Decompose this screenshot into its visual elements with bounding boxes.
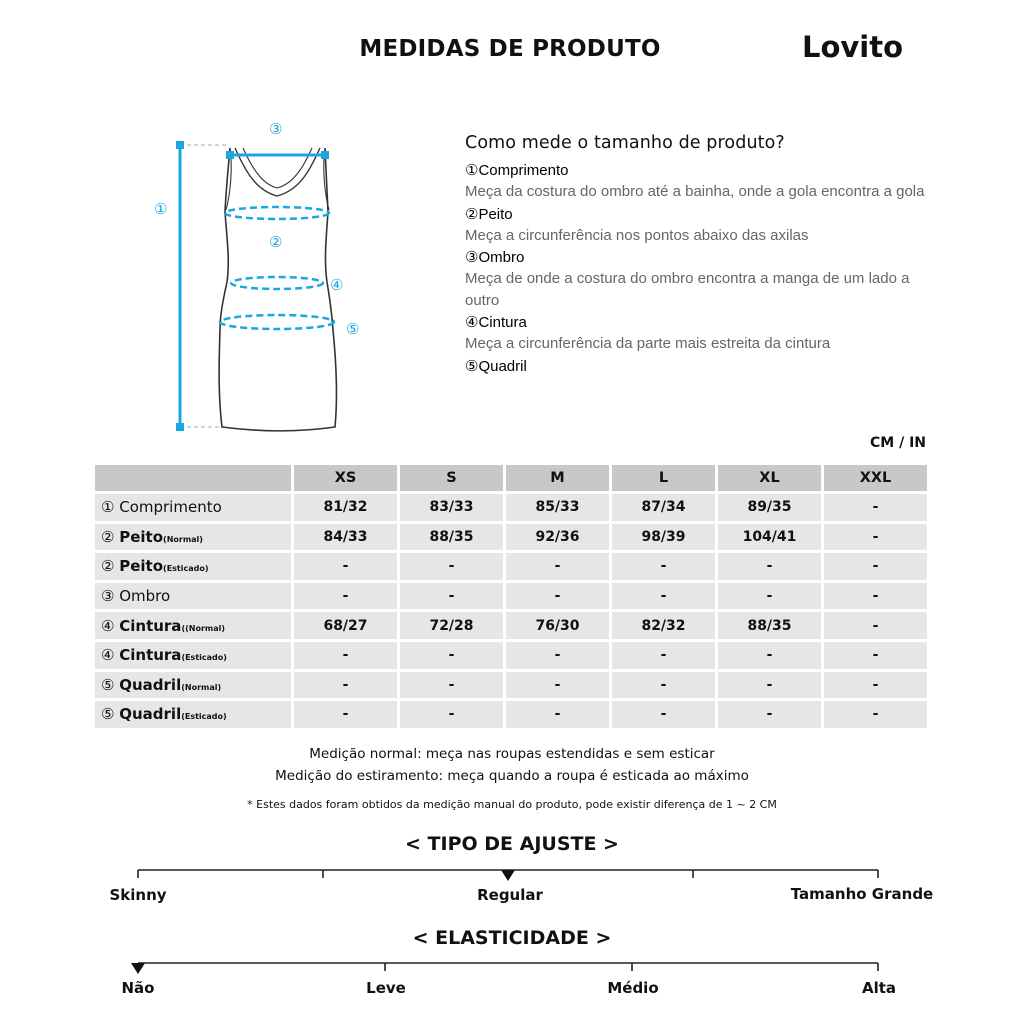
table-cell: - (824, 553, 927, 580)
row-number: ③ (101, 587, 115, 606)
elasticity-label-alta: Alta (861, 979, 897, 997)
row-measure: Peito (119, 557, 164, 576)
table-cell: - (294, 672, 397, 699)
row-measure: Peito (119, 527, 164, 546)
elasticity-selected-marker (131, 963, 145, 974)
table-cell: 92/36 (506, 524, 609, 551)
row-label (95, 583, 291, 610)
table-row (95, 553, 927, 580)
row-label (95, 642, 291, 669)
table-cell: - (824, 701, 927, 728)
table-row (95, 672, 927, 699)
measure-desc: Meça de onde a costura do ombro encontra a manga de um lado a outro (465, 270, 910, 309)
row-measure: Comprimento (119, 498, 222, 517)
how-to-measure-title: Como mede o tamanho de produto? (465, 133, 785, 153)
hip-indicator (220, 315, 334, 329)
marker-chest: ② (269, 233, 283, 251)
measure-name: ③Ombro (465, 249, 525, 266)
how-to-measure (465, 133, 935, 377)
table-header-row (95, 465, 927, 491)
row-number: ④ (101, 646, 115, 665)
table-cell: - (400, 583, 503, 610)
row-measure-type: (Normal) (163, 534, 203, 544)
elasticity-label-medio: Médio (607, 979, 659, 997)
table-cell: 68/27 (294, 612, 397, 639)
table-row (95, 701, 927, 728)
measure-item (465, 204, 935, 247)
row-number: ② (101, 557, 115, 576)
table-cell: - (506, 583, 609, 610)
table-cell: 87/34 (612, 494, 715, 521)
elasticity-title: < ELASTICIDADE > (412, 927, 612, 949)
table-cell: 88/35 (400, 524, 503, 551)
row-number: ① (101, 498, 115, 517)
size-header-l: L (612, 465, 715, 491)
marker-length: ① (154, 200, 168, 218)
row-number: ② (101, 527, 115, 546)
note-disclaimer: * Estes dados foram obtidos da medição manual do produto, pode existir diferença de 1 ~ 2 CM (247, 798, 777, 811)
row-label (95, 701, 291, 728)
size-header-s: S (400, 465, 503, 491)
size-header-xxl: XXL (824, 465, 927, 491)
row-measure-type: (Normal) (181, 682, 222, 692)
table-corner (95, 465, 291, 491)
brand-logo: Lovito (802, 30, 904, 64)
fit-title: < TIPO DE AJUSTE > (405, 833, 619, 855)
page-title: MEDIDAS DE PRODUTO (359, 36, 661, 62)
table-cell: - (718, 642, 821, 669)
table-cell: - (506, 672, 609, 699)
size-header-xs: XS (294, 465, 397, 491)
table-row (95, 642, 927, 669)
table-cell: - (294, 701, 397, 728)
table-cell: - (294, 642, 397, 669)
table-cell: 89/35 (718, 494, 821, 521)
table-cell: - (612, 642, 715, 669)
row-measure: Quadril (119, 675, 182, 694)
table-cell: - (400, 701, 503, 728)
table-cell: - (294, 583, 397, 610)
table-cell: - (400, 672, 503, 699)
table-cell: 83/33 (400, 494, 503, 521)
table-cell: 81/32 (294, 494, 397, 521)
table-cell: - (718, 701, 821, 728)
row-label (95, 612, 291, 639)
size-table (92, 462, 930, 731)
measure-desc: Meça a circunferência nos pontos abaixo das axilas (465, 226, 809, 244)
measure-item (465, 312, 935, 355)
table-cell: - (824, 494, 927, 521)
table-cell: - (506, 701, 609, 728)
table-cell: - (612, 672, 715, 699)
table-row (95, 494, 927, 521)
table-cell: - (400, 642, 503, 669)
table-cell: - (824, 642, 927, 669)
unit-label: CM / IN (870, 435, 926, 451)
note-normal: Medição normal: meça nas roupas estendidas e sem esticar (309, 746, 715, 762)
table-row (95, 612, 927, 639)
size-header-m: M (506, 465, 609, 491)
elasticity-label-leve: Leve (366, 979, 406, 997)
table-cell: - (824, 612, 927, 639)
measure-name: ②Peito (465, 205, 513, 223)
table-cell: 104/41 (718, 524, 821, 551)
table-cell: - (824, 524, 927, 551)
fit-label-large: Tamanho Grande (790, 885, 934, 903)
table-cell: - (400, 553, 503, 580)
table-cell: 76/30 (506, 612, 609, 639)
marker-hip: ⑤ (346, 320, 360, 338)
fit-selected-marker (501, 870, 515, 881)
row-number: ⑤ (101, 705, 115, 724)
table-cell: - (506, 553, 609, 580)
marker-shoulder: ③ (269, 120, 283, 138)
row-measure-type: (Esticado) (181, 653, 227, 663)
measure-item (465, 160, 935, 203)
table-cell: 84/33 (294, 524, 397, 551)
row-label (95, 524, 291, 551)
table-cell: - (506, 642, 609, 669)
row-measure: Cintura (119, 616, 182, 635)
measure-name: ④Cintura (465, 314, 527, 331)
table-cell: 98/39 (612, 524, 715, 551)
table-cell: - (718, 553, 821, 580)
table-cell: - (824, 583, 927, 610)
table-cell: - (294, 553, 397, 580)
table-cell: 85/33 (506, 494, 609, 521)
table-cell: 82/32 (612, 612, 715, 639)
table-cell: - (824, 672, 927, 699)
row-measure: Cintura (119, 646, 182, 665)
table-cell: 72/28 (400, 612, 503, 639)
measure-name: ⑤Quadril (465, 357, 527, 375)
row-measure-type: (Esticado) (181, 712, 227, 722)
fit-label-regular: Regular (477, 886, 543, 904)
row-label (95, 553, 291, 580)
chest-indicator (225, 207, 329, 219)
row-number: ④ (101, 616, 115, 635)
size-header-xl: XL (718, 465, 821, 491)
measure-desc: Meça a circunferência da parte mais estreita da cintura (465, 335, 831, 352)
measure-desc: Meça da costura do ombro até a bainha, onde a gola encontra a gola (465, 183, 925, 200)
measure-item (465, 356, 935, 377)
measure-item (465, 247, 935, 311)
table-cell: - (718, 672, 821, 699)
measure-name: ①Comprimento (465, 162, 569, 179)
note-stretch: Medição do estiramento: meça quando a roupa é esticada ao máximo (275, 768, 749, 784)
table-cell: - (612, 583, 715, 610)
row-measure-type: (Esticado) (163, 564, 209, 574)
table-cell: - (718, 583, 821, 610)
table-cell: 88/35 (718, 612, 821, 639)
row-number: ⑤ (101, 675, 115, 694)
row-label (95, 672, 291, 699)
dress-measurement-diagram (130, 110, 390, 440)
row-label (95, 494, 291, 521)
table-cell: - (612, 701, 715, 728)
row-measure: Quadril (119, 705, 182, 724)
table-cell: - (612, 553, 715, 580)
elasticity-label-nao: Não (121, 979, 155, 997)
marker-waist: ④ (330, 276, 344, 294)
fit-label-skinny: Skinny (109, 886, 167, 904)
table-row (95, 524, 927, 551)
row-measure: Ombro (119, 587, 171, 606)
table-row (95, 583, 927, 610)
row-measure-type: ((Normal) (181, 623, 226, 633)
waist-indicator (231, 277, 323, 289)
